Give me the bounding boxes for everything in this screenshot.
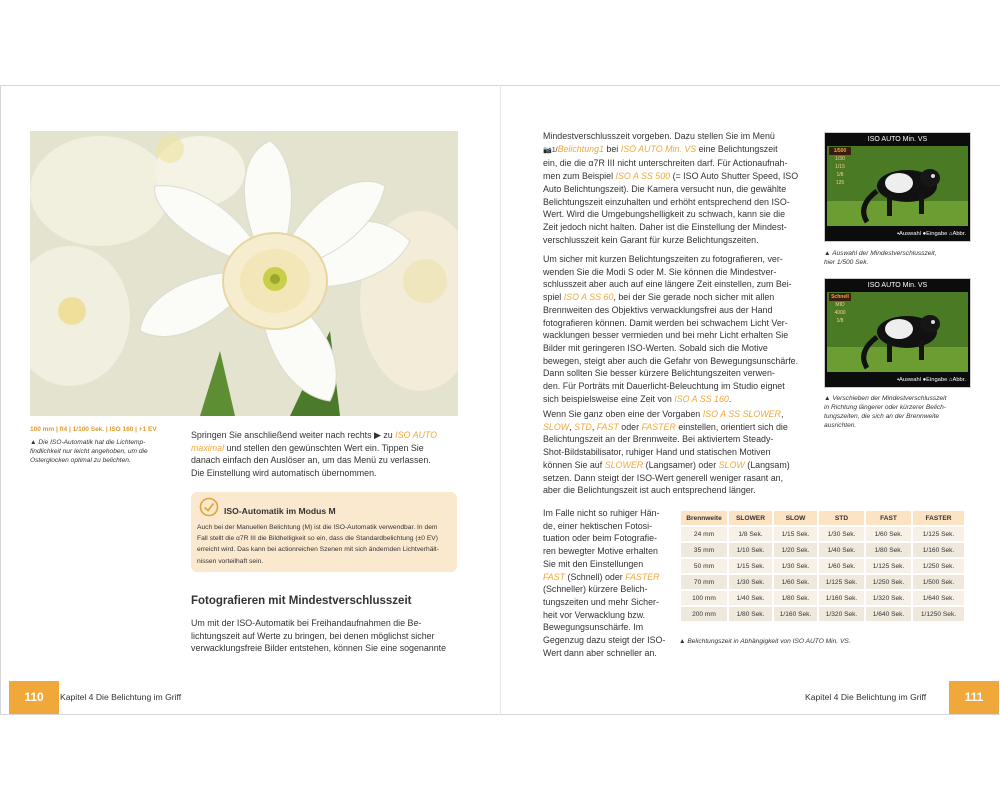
camera-menu-icon: 📷1/	[543, 146, 558, 154]
camera-menu-title: ISO AUTO Min. VS	[867, 282, 928, 289]
cell: 70 mm	[681, 575, 727, 589]
menu-ref: FASTER	[641, 421, 676, 432]
caption-line: ▲ Die ISO-Automatik hat die Lichtemp-	[30, 439, 146, 446]
cell: 1/250 Sek.	[866, 575, 911, 589]
text: , bei der Sie gerade noch sicher mit allen	[613, 292, 775, 303]
text: bewegen, steigt aber auch die Gefahr von Bewegungsunschärfe.	[543, 355, 799, 366]
text: Springen Sie anschließend weiter nach rechts ▶ zu	[191, 430, 396, 440]
text: Zeit jedoch nicht halten. Daher ist die Einstellung der Mindest-	[543, 221, 787, 232]
cell: 1/640 Sek.	[866, 607, 911, 621]
photo-caption	[30, 438, 180, 465]
cell: 1/80 Sek.	[866, 543, 911, 557]
table-header-row	[681, 511, 964, 525]
camera-caption-2	[824, 394, 974, 430]
column-header: Brennweite	[681, 511, 727, 525]
menu-ref: STD	[574, 421, 592, 432]
cell: 1/160 Sek.	[913, 543, 964, 557]
text: verwacklungsfreie Bilder entstehen, können Sie eine sogenannte	[191, 643, 447, 654]
cell: 1/640 Sek.	[913, 591, 964, 605]
column-header: SLOW	[774, 511, 817, 525]
text: bei	[603, 143, 621, 154]
menu-ref: FAST	[543, 571, 566, 582]
page-number: 110	[9, 681, 59, 714]
caption-line: ausrichten.	[824, 422, 857, 429]
menu-ref: ISO A SS 160	[674, 393, 729, 404]
cell: 1/60 Sek.	[819, 559, 864, 573]
table-row	[681, 543, 964, 557]
text: fotografieren können. Damit werden bei schwachem Licht Ver-	[543, 317, 788, 328]
text: Im Falle nicht so ruhiger Hän-	[543, 508, 660, 518]
text: Belichtungszeit an der Brennweite. Bei aktiviertem Steady-	[543, 434, 774, 445]
cell: 100 mm	[681, 591, 727, 605]
value: MID	[835, 302, 845, 308]
cell: 1/160 Sek.	[819, 591, 864, 605]
value: 1/8	[836, 172, 844, 178]
camera-screen-1	[824, 132, 971, 242]
text: (Langsam)	[744, 459, 790, 470]
text: setzen. Dann steigt der ISO-Wert generell weniger rasant an,	[543, 472, 784, 483]
text: oder	[618, 421, 642, 432]
table-row	[681, 607, 964, 621]
text: sich beispielsweise eine Zeit von	[543, 393, 675, 404]
text: Wenn Sie ganz oben eine der Vorgaben	[543, 409, 703, 419]
right-paragraph-3	[543, 408, 810, 497]
text: den. Für Porträts mit Dauerlicht-Beleuchtung im Studio eignet	[543, 381, 785, 392]
text: spiel	[543, 292, 564, 303]
cell: 1/20 Sek.	[774, 543, 817, 557]
menu-ref: FASTER	[625, 571, 660, 582]
cell: 1/250 Sek.	[913, 559, 964, 573]
menu-ref: SLOW	[718, 459, 745, 470]
value: 1/500	[829, 147, 851, 155]
camera-caption-1	[824, 249, 974, 267]
cell: 1/160 Sek.	[774, 607, 817, 621]
cell: 1/80 Sek.	[774, 591, 817, 605]
cell: 1/10 Sek.	[729, 543, 772, 557]
text: eine Belichtungszeit	[696, 143, 778, 154]
cell: 1/60 Sek.	[774, 575, 817, 589]
text: Auto Belichtungszeit). Die Kamera versucht nun, die gewählte	[543, 183, 787, 194]
cell: 1/125 Sek.	[819, 575, 864, 589]
text: können Sie auf	[543, 459, 605, 470]
cell: 1/60 Sek.	[866, 527, 911, 541]
tip-line: Auch bei der Manuellen Belichtung (M) ist die ISO-Automatik verwendbar. In dem	[197, 524, 438, 531]
table-row	[681, 559, 964, 573]
cell: 1/40 Sek.	[729, 591, 772, 605]
text: danach einfach den Auslöser an, um das Menü zu verlassen.	[191, 455, 431, 466]
text: Shot-Bildstabilisator, ruhiger Hand und statischen Motiven	[543, 447, 771, 458]
text: tuation oder beim Fotografie-	[543, 533, 657, 544]
text: Bewegungsunschärfe. Im	[543, 622, 644, 633]
cell: 1/320 Sek.	[866, 591, 911, 605]
camera-help-bar: ⬩Auswahl ●Eingabe ⌂Abbr.	[896, 377, 966, 383]
text: einstellen, orientiert sich die	[675, 421, 788, 432]
menu-ref: ISO AUTO	[395, 430, 438, 440]
value: 4000	[834, 310, 846, 316]
text: men zum Beispiel	[543, 171, 616, 182]
table-row	[681, 575, 964, 589]
left-paragraph-2	[191, 617, 459, 655]
tip-line: Fall stellt die α7R III die Bildhelligkeit so ein, dass die Standardbelichtung (±0 EV)	[197, 535, 438, 543]
text: Brennweiten des Objektivs verwacklungsfrei aus der Hand	[543, 304, 773, 315]
cell: 35 mm	[681, 543, 727, 557]
section-heading: Fotografieren mit Mindestverschlusszeit	[191, 595, 412, 607]
footer-chapter: Kapitel 4 Die Belichtung im Griff	[805, 692, 927, 702]
table-row	[681, 591, 964, 605]
menu-ref: ISO AUTO Min. VS	[620, 143, 697, 154]
text: ,	[569, 421, 575, 432]
text: (Schneller) kürzere Belich-	[543, 584, 648, 595]
text: tungszeiten und mehr Sicher-	[543, 596, 659, 607]
text: ,	[591, 421, 597, 432]
page-number: 111	[949, 681, 999, 714]
photo-meta: 100 mm | f/4 | 1/100 Sek. | ISO 160 | +1 EV	[30, 426, 157, 433]
text: ein, die die α7R III nicht unterschreiten darf. Für Actionaufnah-	[543, 158, 788, 169]
shutter-speed-table	[679, 509, 966, 623]
text: Belichtungszeit einzuhalten und erhöht entsprechend den ISO-	[543, 196, 790, 207]
footer-chapter: Kapitel 4 Die Belichtung im Griff	[60, 692, 182, 702]
caption-line: tungszeiten, die sich an der Brennweite	[824, 413, 940, 420]
text: Wert. Wird die Umgebungshelligkeit zu schwach, kann sie die	[543, 209, 786, 220]
text: Um mit der ISO-Automatik bei Freihandaufnahmen die Be-	[191, 618, 422, 628]
tip-body	[197, 522, 451, 567]
table-row	[681, 527, 964, 541]
tip-line: erreicht wird. Das kann bei actionreichen Szenen mit sich ändernden Lichtverhält-	[197, 546, 439, 554]
cell: 1/80 Sek.	[729, 607, 772, 621]
cell: 1/500 Sek.	[913, 575, 964, 589]
column-header: SLOWER	[729, 511, 772, 525]
cell: 1/30 Sek.	[729, 575, 772, 589]
tip-title: ISO-Automatik im Modus M	[224, 506, 336, 516]
menu-ref: Belichtung1	[557, 143, 604, 154]
menu-ref: ISO A SS SLOWER	[702, 409, 781, 419]
cell: 1/8 Sek.	[729, 527, 772, 541]
cell: 1/320 Sek.	[819, 607, 864, 621]
value: 125	[835, 180, 845, 186]
text: verschlusszeit kein Garant für kurze Belichtungszeiten.	[543, 234, 759, 245]
caption-line: Osterglocken optimal zu belichten.	[30, 457, 131, 464]
text: Bilder mit geringeren ISO-Werten. Sobald sich die Motive	[543, 342, 768, 353]
shutter-value-column	[829, 293, 851, 325]
text: .	[728, 393, 732, 404]
cell: 200 mm	[681, 607, 727, 621]
text: Sie mit den Einstellungen	[543, 558, 644, 569]
text: lichtungszeit auf Werte zu bringen, bei denen möglichst sicher	[191, 630, 435, 641]
column-header: FAST	[866, 511, 911, 525]
camera-menu-title: ISO AUTO Min. VS	[867, 136, 928, 143]
left-paragraph-1	[191, 429, 457, 480]
value: 1/8	[836, 318, 844, 324]
checkmark-icon	[199, 497, 219, 517]
cell: 1/1250 Sek.	[913, 607, 964, 621]
text: (= ISO Auto Shutter Speed, ISO	[670, 171, 799, 182]
value: 1/30	[835, 156, 845, 162]
menu-ref: ISO A SS 500	[615, 171, 671, 182]
cell: 1/15 Sek.	[729, 559, 772, 573]
text: Gegenzug dazu steigt der ISO-	[543, 635, 666, 646]
text: Dann sollten Sie besser kürzere Belichtungszeiten verwen-	[543, 368, 775, 379]
right-paragraph-4	[543, 507, 670, 659]
text: (Schnell) oder	[565, 571, 626, 582]
text: und stellen den gewünschten Wert ein. Tippen Sie	[224, 442, 424, 453]
right-paragraph-1	[543, 130, 810, 246]
text: schlusszeit aber auch auf eine längere Zeit einstellen, zum Bei-	[543, 279, 792, 290]
text: de, einer hektischen Fotosi-	[543, 520, 653, 531]
menu-ref: FAST	[596, 421, 619, 432]
right-page	[500, 85, 1000, 715]
shutter-value-column	[829, 147, 851, 187]
tip-box	[191, 492, 457, 572]
right-paragraph-2	[543, 253, 810, 405]
menu-ref: ISO A SS 60	[563, 292, 614, 303]
caption-line: in Richtung längerer oder kürzerer Belich-	[824, 404, 947, 411]
column-header: FASTER	[913, 511, 964, 525]
cell: 24 mm	[681, 527, 727, 541]
book-spread	[0, 85, 1000, 713]
text: heit vor Verwacklung bzw.	[543, 609, 646, 620]
cell: 1/30 Sek.	[819, 527, 864, 541]
daffodil-photo	[30, 131, 458, 416]
caption-line: hier 1/500 Sek.	[824, 259, 869, 266]
text: ren bewegter Motive erhalten	[543, 546, 658, 557]
menu-ref: SLOWER	[604, 459, 644, 470]
caption-line: ▲ Auswahl der Mindestverschlusszeit,	[824, 250, 937, 257]
cell: 1/30 Sek.	[774, 559, 817, 573]
column-header: STD	[819, 511, 864, 525]
camera-screen-2	[824, 278, 971, 388]
camera-help-bar: ⬩Auswahl ●Eingabe ⌂Abbr.	[896, 231, 966, 237]
cell: 1/15 Sek.	[774, 527, 817, 541]
cell: 1/125 Sek.	[913, 527, 964, 541]
text: aber die Belichtungszeit ist auch entsprechend länger.	[543, 485, 756, 496]
text: Wert dann aber schneller an.	[543, 647, 657, 658]
text: Um sicher mit kurzen Belichtungszeiten zu fotografieren, ver-	[543, 254, 783, 264]
menu-ref: SLOW	[543, 421, 570, 432]
cell: 1/125 Sek.	[866, 559, 911, 573]
text: ,	[780, 409, 784, 419]
value: Schnell	[829, 293, 851, 301]
text: Die Einstellung wird automatisch übernommen.	[191, 468, 377, 479]
left-page	[0, 85, 500, 715]
menu-ref: maximal	[191, 442, 225, 453]
text: wacklungen besser vermieden und bei mehr Licht erhalten Sie	[543, 330, 789, 341]
text: (Langsamer) oder	[643, 459, 719, 470]
cell: 1/40 Sek.	[819, 543, 864, 557]
cell: 50 mm	[681, 559, 727, 573]
value: 1/15	[835, 164, 845, 170]
caption-line: findlichkeit nur leicht angehoben, um die	[30, 448, 148, 455]
caption-line: ▲ Verschieben der Mindestverschlusszeit	[824, 395, 947, 402]
text: Mindestverschlusszeit vorgeben. Dazu stellen Sie im Menü	[543, 131, 775, 141]
table-caption: ▲ Belichtungszeit in Abhängigkeit von ISO AUTO Min. VS.	[679, 638, 851, 645]
text: wenden Sie die Modi S oder M. Sie können die Mindestver-	[543, 266, 777, 277]
tip-line: nissen vorteilhaft sein.	[197, 557, 264, 565]
